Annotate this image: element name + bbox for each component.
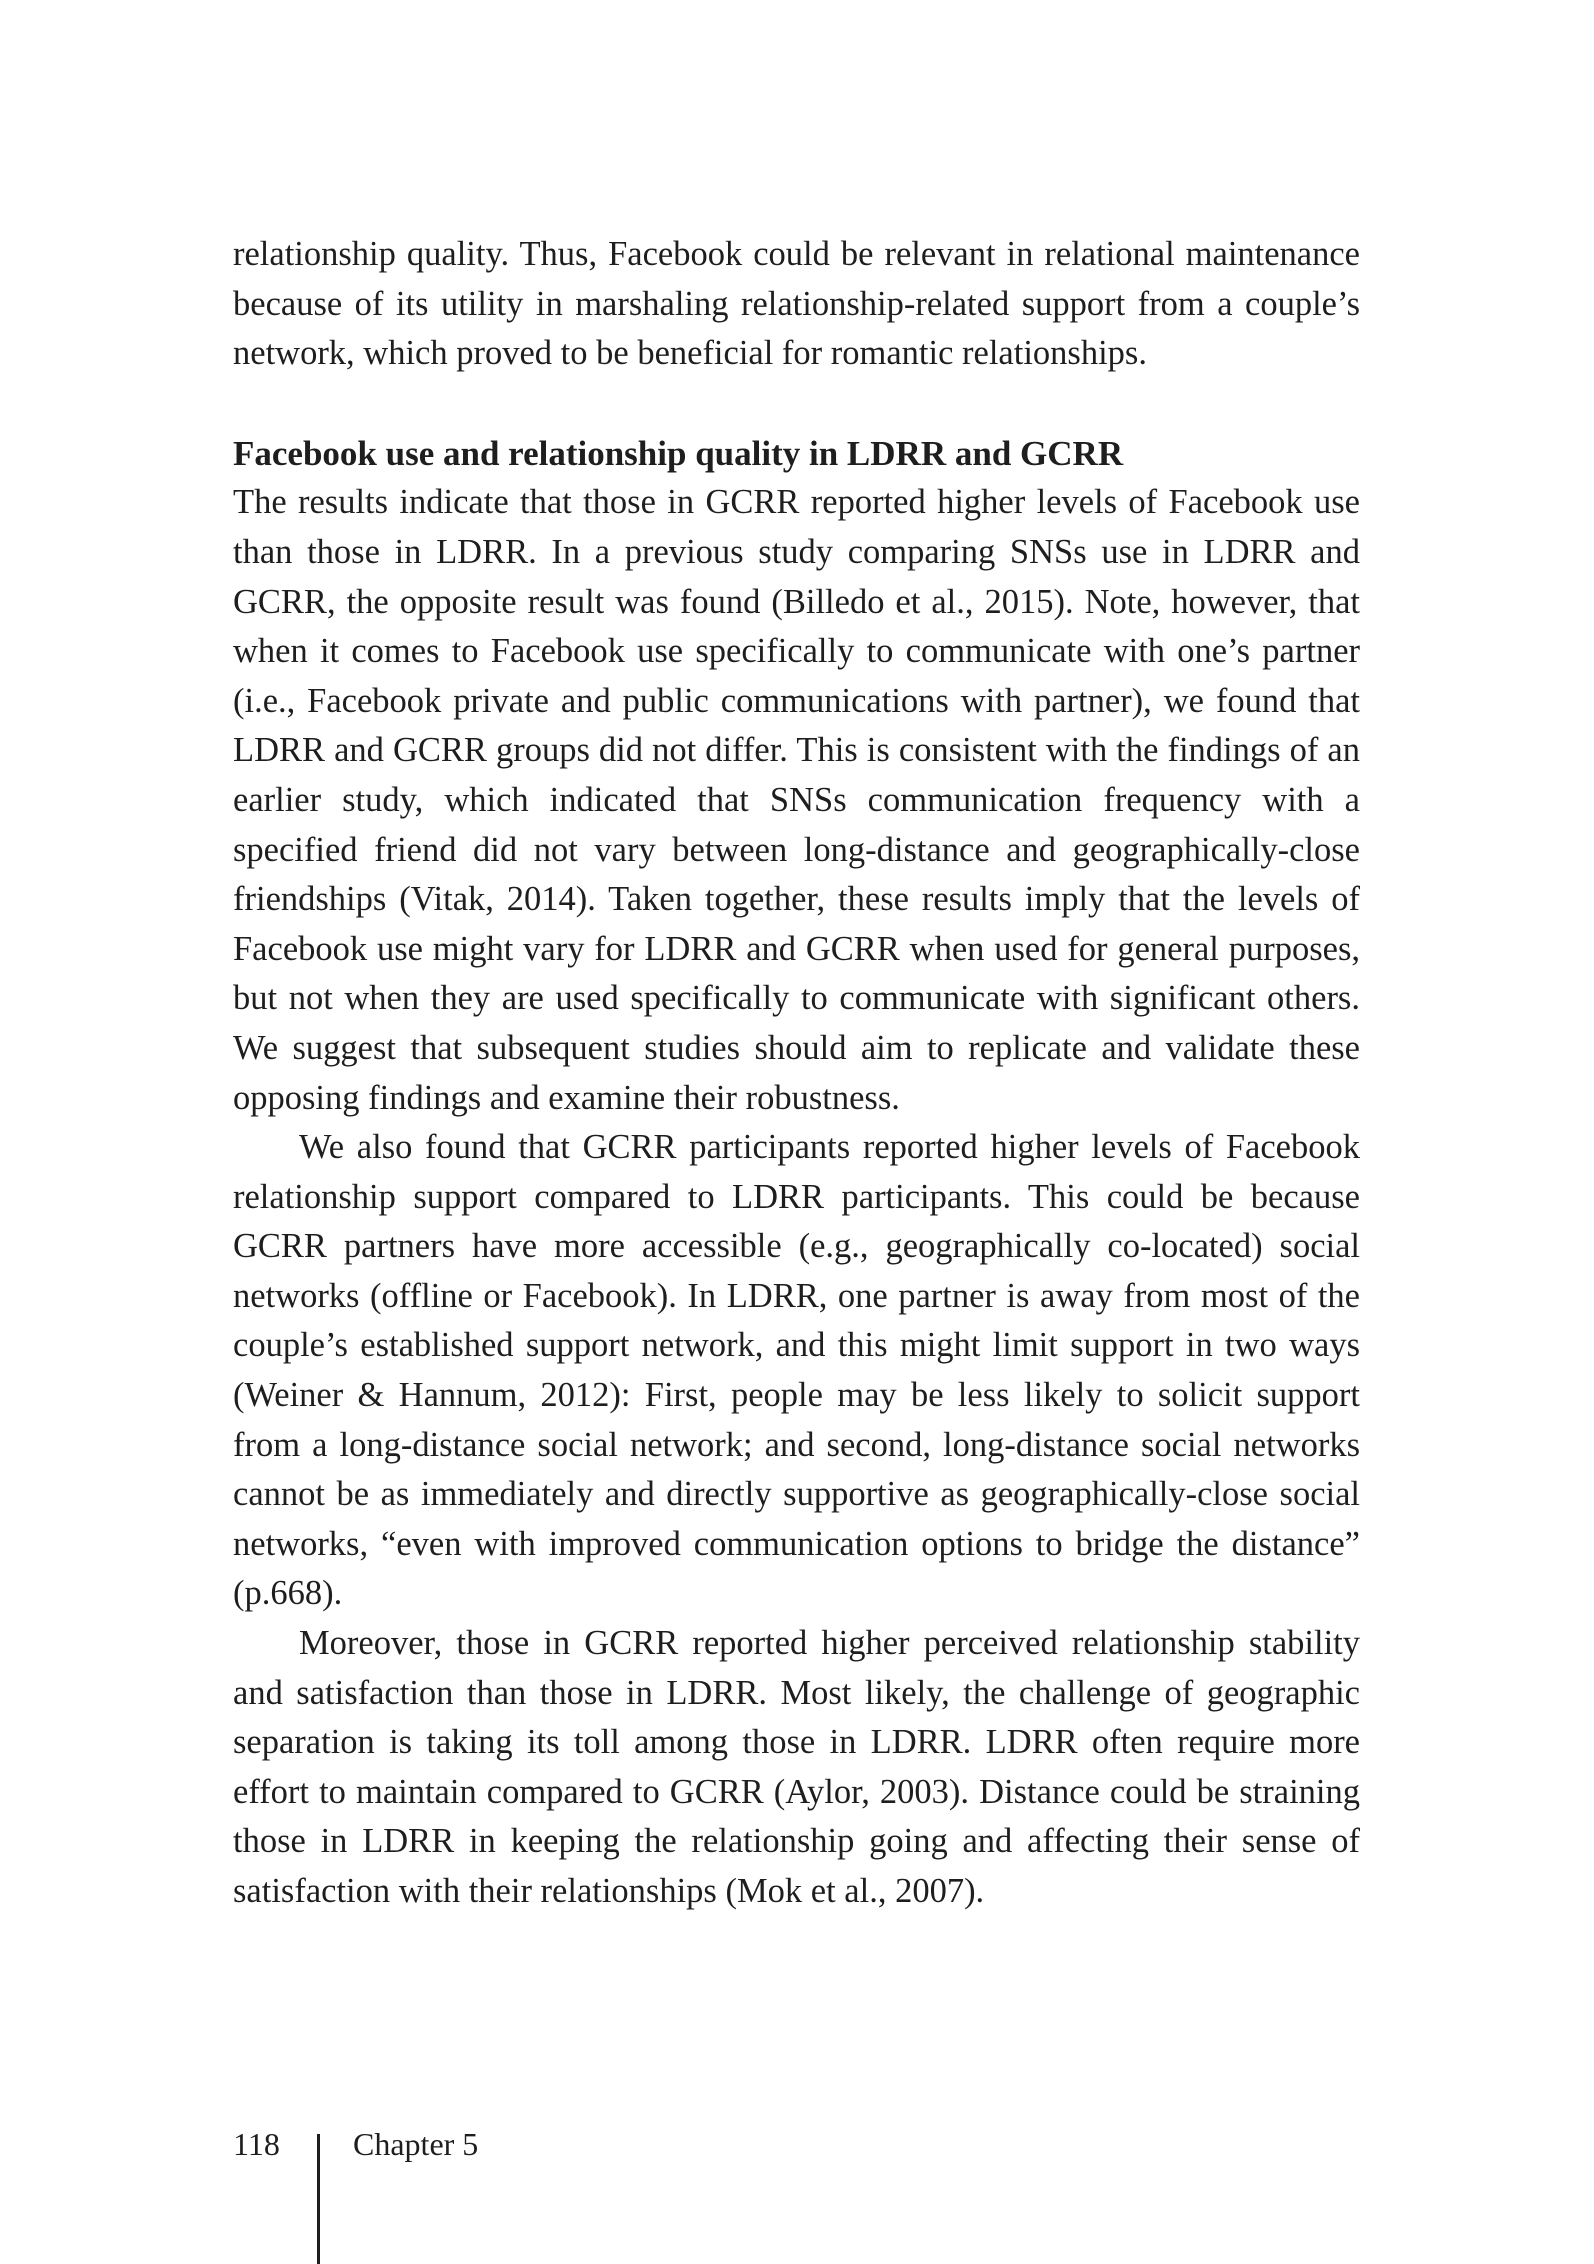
- paragraph-2: We also found that GCRR participants reported higher levels of Facebook relationship support compared to LDRR participants. This could be because GCRR partners have more accessible (e.g., geographically co-located) social networks (offline or Facebook). In LDRR, one partner is away from most of the couple’s established support network, and this might limit support in two ways (Weiner & Hannum, 2012): First, people may be less likely to solicit support from a long-distance social network; and second, long-distance social networks cannot be as immediately and directly supportive as geographically-close social networks, “even with improved communication options to bridge the distance” (p.668).: [233, 1128, 1360, 1613]
- footer-divider: [317, 2134, 320, 2264]
- page-number: 118: [233, 2126, 280, 2162]
- paragraph-1: The results indicate that those in GCRR reported higher levels of Facebook use than those in LDRR. In a previous study comparing SNSs use in LDRR and GCRR, the opposite result was found (Billedo et al., 2015). Note, however, that when it comes to Facebook use specifically to communicate with one’s partner (i.e., Facebook private and public communications with partner), we found that LDRR and GCRR groups did not differ. This is consistent with the findings of an earlier study, which indicated that SNSs communication frequency with a specified friend did not vary between long-distance and geographically-close friendships (Vitak, 2014). Taken together, these results imply that the levels of Facebook use might vary for LDRR and GCRR when used for general purposes, but not when they are used specifically to communicate with significant others. We suggest that subsequent studies should aim to replicate and validate these opposing findings and examine their robustness.: [233, 483, 1360, 1117]
- paragraph-3: Moreover, those in GCRR reported higher perceived relationship stability and satisfaction than those in LDRR. Most likely, the challenge of geographic separation is taking its toll among those in LDRR. LDRR often require more effort to maintain compared to GCRR (Aylor, 2003). Distance could be straining those in LDRR in keeping the relationship going and affecting their sense of satisfaction with their relationships (Mok et al., 2007).: [233, 1624, 1360, 1910]
- chapter-label: Chapter 5: [353, 2126, 479, 2162]
- continued-paragraph: relationship quality. Thus, Facebook could be relevant in relational maintenance because of its utility in marshaling relationship-related support from a couple’s network, which proved to be beneficial for romantic relationships.: [233, 235, 1360, 373]
- body-text: [233, 230, 1360, 1917]
- section-heading: Facebook use and relationship quality in LDRR and GCRR: [233, 433, 1124, 473]
